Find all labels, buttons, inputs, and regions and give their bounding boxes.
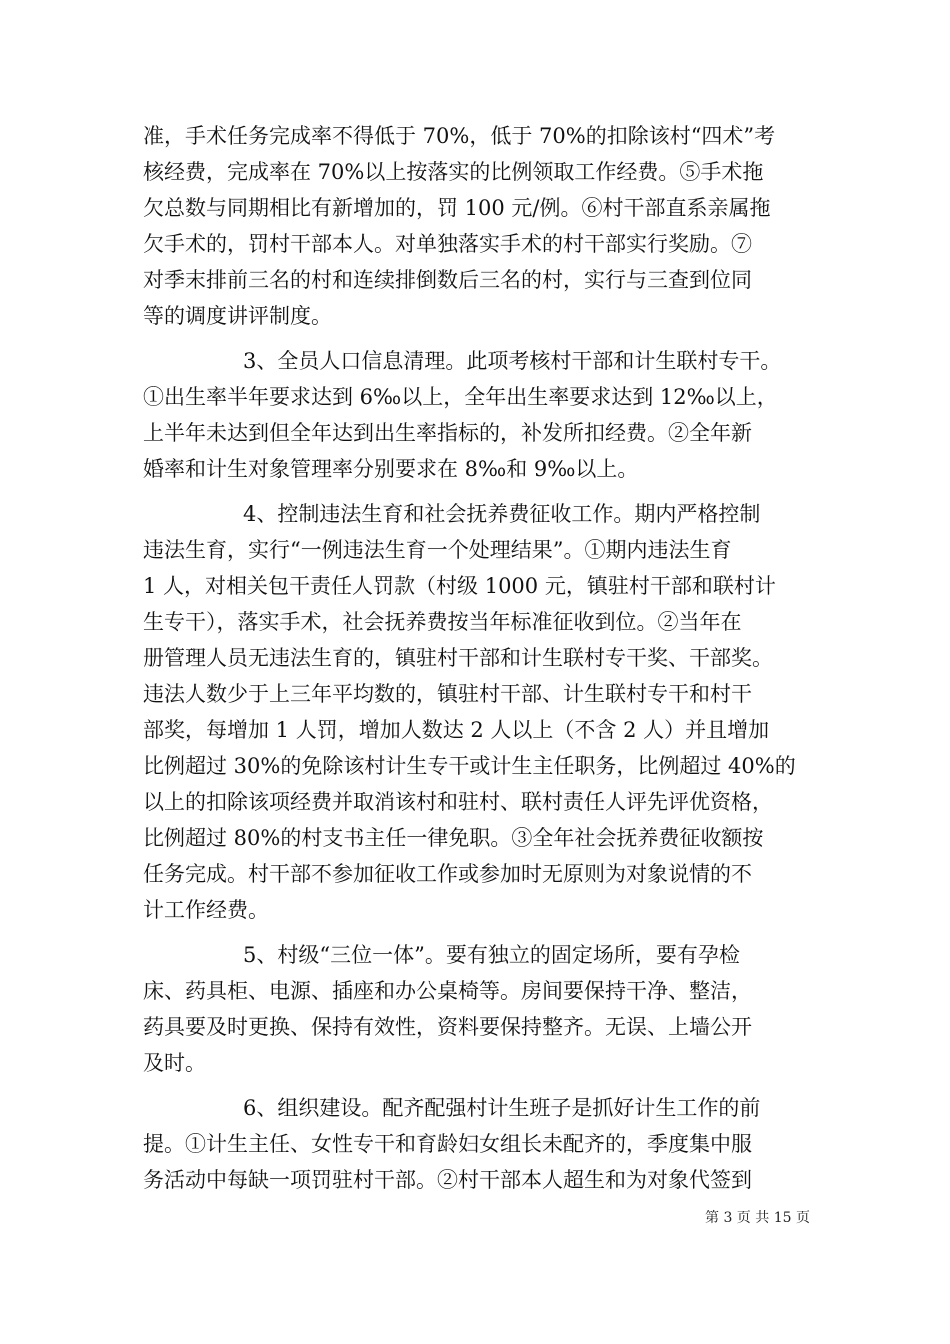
document-body — [143, 118, 828, 1198]
text-line: ①出生率半年要求达到 6‰以上，全年出生率要求达到 12‰以上， — [143, 385, 778, 409]
text-line: 违法生育，实行“一例违法生育一个处理结果”。①期内违法生育 — [143, 538, 732, 562]
text-line: 6、组织建设。配齐配强村计生班子是抓好计生工作的前 — [243, 1096, 761, 1120]
page-number-footer: 第 3 页 共 15 页 — [705, 1210, 810, 1226]
text-line: 以上的扣除该项经费并取消该村和驻村、联村责任人评先评优资格， — [143, 790, 773, 814]
text-line: 册管理人员无违法生育的，镇驻村干部和计生联村专干奖、干部奖。 — [143, 646, 773, 670]
text-line: 计工作经费。 — [143, 898, 269, 922]
text-line: 违法人数少于上三年平均数的，镇驻村干部、计生联村专干和村干 — [143, 682, 752, 706]
text-line: 准，手术任务完成率不得低于 70%，低于 70%的扣除该村“四术”考 — [143, 124, 776, 148]
paragraph-organization — [143, 1090, 828, 1198]
text-line: 部奖，每增加 1 人罚，增加人数达 2 人以上（不含 2 人）并且增加 — [143, 718, 770, 742]
paragraph-three-in-one — [143, 937, 828, 1081]
text-line: 及时。 — [143, 1051, 206, 1075]
paragraph-population-info — [143, 343, 828, 487]
text-line: 比例超过 80%的村支书主任一律免职。③全年社会抚养费征收额按 — [143, 826, 764, 850]
text-line: 药具要及时更换、保持有效性，资料要保持整齐。无误、上墙公开 — [143, 1015, 752, 1039]
text-line: 5、村级“三位一体”。要有独立的固定场所，要有孕检 — [243, 943, 740, 967]
text-line: 提。①计生主任、女性专干和育龄妇女组长未配齐的，季度集中服 — [143, 1132, 752, 1156]
text-line: 生专干），落实手术，社会抚养费按当年标准征收到位。②当年在 — [143, 610, 742, 634]
text-line: 等的调度讲评制度。 — [143, 304, 332, 328]
text-line: 核经费，完成率在 70%以上按落实的比例领取工作经费。⑤手术拖 — [143, 160, 764, 184]
text-line: 床、药具柜、电源、插座和办公桌椅等。房间要保持干净、整洁， — [143, 979, 752, 1003]
text-line: 4、控制违法生育和社会抚养费征收工作。期内严格控制 — [243, 502, 761, 526]
text-line: 婚率和计生对象管理率分别要求在 8‰和 9‰以上。 — [143, 457, 639, 481]
text-line: 对季末排前三名的村和连续排倒数后三名的村，实行与三查到位同 — [143, 268, 752, 292]
text-line: 3、全员人口信息清理。此项考核村干部和计生联村专干。 — [243, 349, 782, 373]
text-line: 上半年未达到但全年达到出生率指标的，补发所扣经费。②全年新 — [143, 421, 752, 445]
text-line: 任务完成。村干部不参加征收工作或参加时无原则为对象说情的不 — [143, 862, 752, 886]
text-line: 欠手术的，罚村干部本人。对单独落实手术的村干部实行奖励。⑦ — [143, 232, 752, 256]
paragraph-continuation — [143, 118, 828, 334]
paragraph-illegal-birth-control — [143, 496, 828, 928]
text-line: 1 人，对相关包干责任人罚款（村级 1000 元，镇驻村干部和联村计 — [143, 574, 776, 598]
text-line: 欠总数与同期相比有新增加的，罚 100 元/例。⑥村干部直系亲属拖 — [143, 196, 771, 220]
text-line: 务活动中每缺一项罚驻村干部。②村干部本人超生和为对象代签到 — [143, 1168, 752, 1192]
text-line: 比例超过 30%的免除该村计生专干或计生主任职务，比例超过 40%的 — [143, 754, 796, 778]
